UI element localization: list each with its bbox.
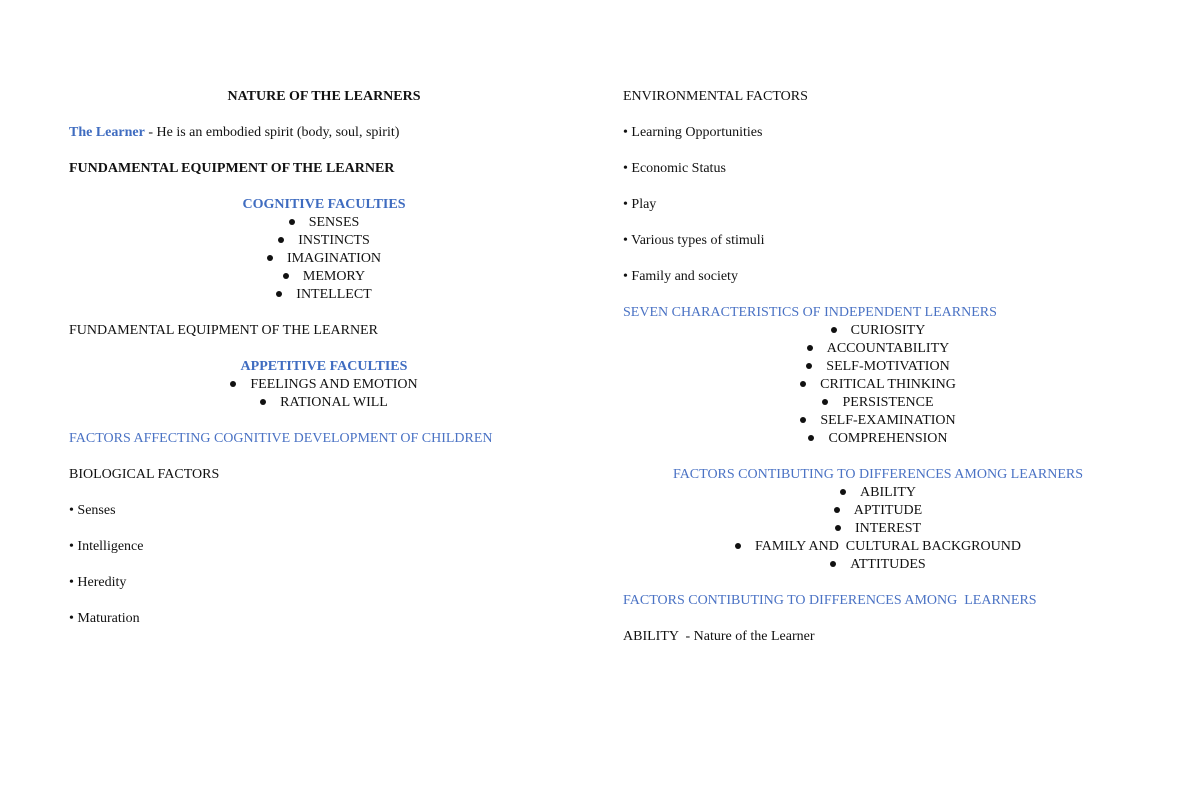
fundamental-equipment-heading: FUNDAMENTAL EQUIPMENT OF THE LEARNER <box>69 161 395 176</box>
list-item: RATIONAL WILL <box>69 394 579 412</box>
bullet-icon <box>806 363 812 369</box>
left-column <box>69 88 579 628</box>
list-item: ACCOUNTABILITY <box>623 340 1133 358</box>
list-item: • Learning Opportunities <box>623 125 763 140</box>
cognitive-faculties-heading: COGNITIVE FACULTIES <box>242 197 406 212</box>
list-item: • Intelligence <box>69 539 144 554</box>
bullet-icon <box>276 291 282 297</box>
bullet-icon <box>822 399 828 405</box>
appetitive-faculties-list <box>69 376 579 412</box>
biological-factors-heading: BIOLOGICAL FACTORS <box>69 467 220 482</box>
list-item: ABILITY <box>623 484 1133 502</box>
list-item: • Economic Status <box>623 161 726 176</box>
list-item: CRITICAL THINKING <box>623 376 1133 394</box>
seven-characteristics-list <box>623 322 1133 448</box>
bullet-icon <box>260 399 266 405</box>
differences-among-learners-heading: FACTORS CONTIBUTING TO DIFFERENCES AMONG LEARNERS <box>672 467 1084 482</box>
seven-characteristics-heading: SEVEN CHARACTERISTICS OF INDEPENDENT LEARNERS <box>623 305 997 320</box>
list-item: PERSISTENCE <box>623 394 1133 412</box>
list-item: • Family and society <box>623 269 738 284</box>
factors-cognitive-development-heading: FACTORS AFFECTING COGNITIVE DEVELOPMENT OF CHILDREN <box>69 431 493 446</box>
bullet-icon <box>835 525 841 531</box>
appetitive-faculties-heading: APPETITIVE FACULTIES <box>240 359 408 374</box>
list-item: INTELLECT <box>69 286 579 304</box>
learner-term: The Learner <box>69 125 145 140</box>
cognitive-faculties-list <box>69 214 579 304</box>
list-item: ATTITUDES <box>623 556 1133 574</box>
bullet-icon <box>278 237 284 243</box>
list-item: • Maturation <box>69 611 140 626</box>
list-item: • Various types of stimuli <box>623 233 765 248</box>
bullet-icon <box>830 561 836 567</box>
list-item: INSTINCTS <box>69 232 579 250</box>
list-item: FEELINGS AND EMOTION <box>69 376 579 394</box>
list-item: MEMORY <box>69 268 579 286</box>
list-item: • Play <box>623 197 657 212</box>
document-title: NATURE OF THE LEARNERS <box>227 89 421 104</box>
bullet-icon <box>267 255 273 261</box>
bullet-icon <box>230 381 236 387</box>
list-item: SELF-EXAMINATION <box>623 412 1133 430</box>
list-item: • Heredity <box>69 575 127 590</box>
bullet-icon <box>808 435 814 441</box>
list-item: COMPREHENSION <box>623 430 1133 448</box>
list-item: SENSES <box>69 214 579 232</box>
list-item: FAMILY AND CULTURAL BACKGROUND <box>623 538 1133 556</box>
differences-list <box>623 484 1133 574</box>
bullet-icon <box>800 381 806 387</box>
learner-definition: - He is an embodied spirit (body, soul, spirit) <box>144 125 400 140</box>
bullet-icon <box>735 543 741 549</box>
bullet-icon <box>834 507 840 513</box>
right-column <box>623 88 1133 646</box>
fundamental-equipment-heading-2: FUNDAMENTAL EQUIPMENT OF THE LEARNER <box>69 323 378 338</box>
learner-definition-line <box>69 124 579 142</box>
list-item: CURIOSITY <box>623 322 1133 340</box>
list-item: • Senses <box>69 503 116 518</box>
list-item: IMAGINATION <box>69 250 579 268</box>
bullet-icon <box>283 273 289 279</box>
list-item: APTITUDE <box>623 502 1133 520</box>
bullet-icon <box>831 327 837 333</box>
bullet-icon <box>840 489 846 495</box>
bullet-icon <box>800 417 806 423</box>
differences-among-learners-heading-2: FACTORS CONTIBUTING TO DIFFERENCES AMONG LEARNERS <box>623 593 1037 608</box>
bullet-icon <box>289 219 295 225</box>
ability-line: ABILITY - Nature of the Learner <box>623 629 815 644</box>
bullet-icon <box>807 345 813 351</box>
environmental-factors-heading: ENVIRONMENTAL FACTORS <box>623 89 808 104</box>
list-item: INTEREST <box>623 520 1133 538</box>
list-item: SELF-MOTIVATION <box>623 358 1133 376</box>
